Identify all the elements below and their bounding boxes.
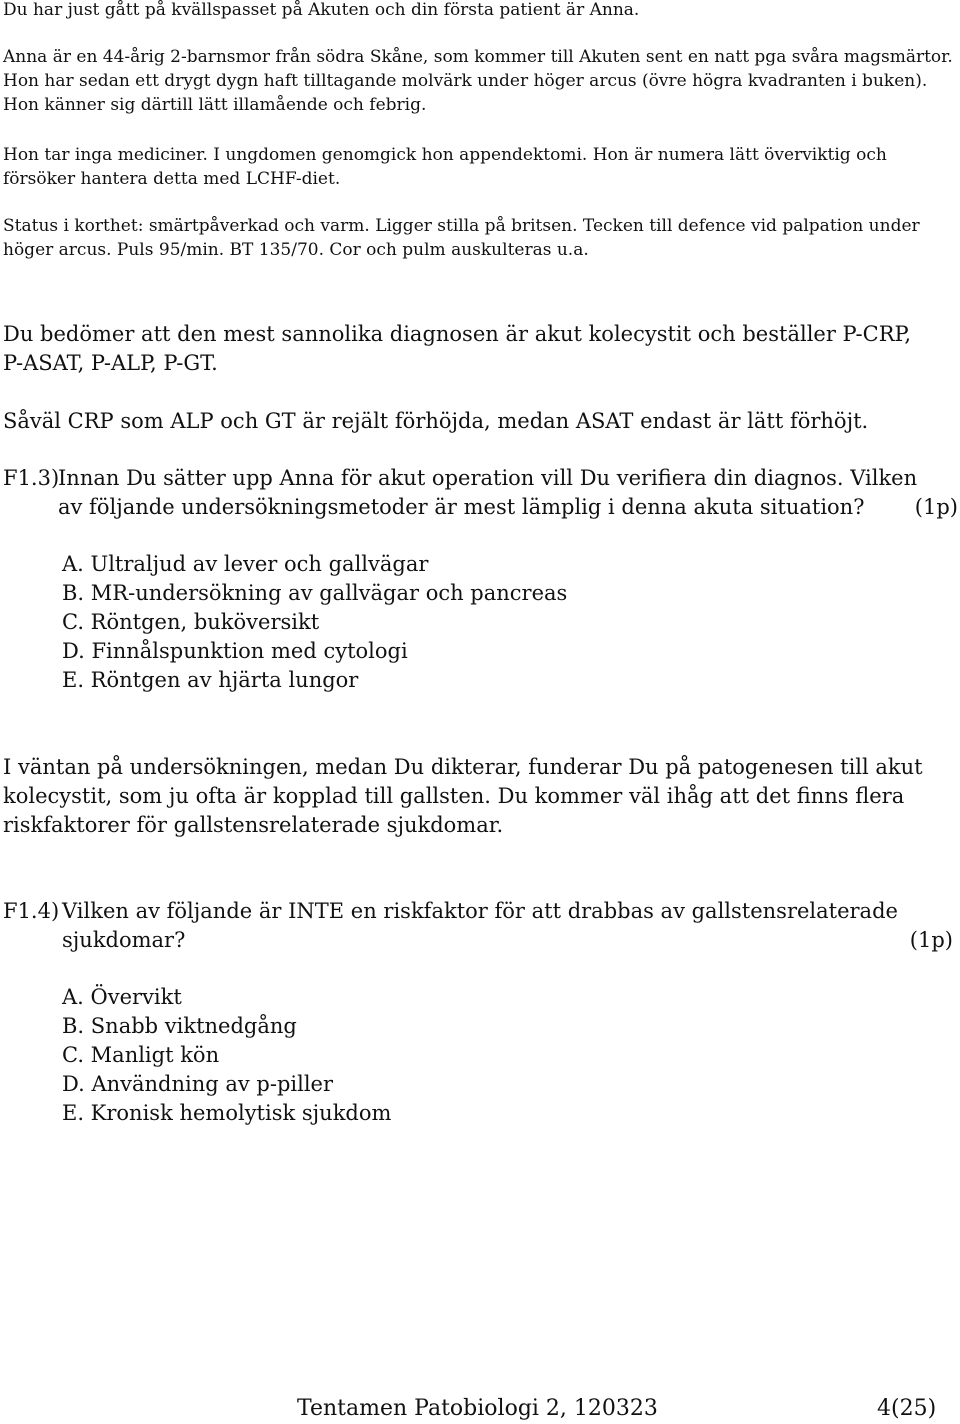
status-line: Status i korthet: smärtpåverkad och varm. Ligger stilla på britsen. Tecken till defence vid palpation under [3,216,920,236]
option-d: D. Användning av p-piller [62,1072,334,1096]
option-e: E. Röntgen av hjärta lungor [62,668,359,692]
lab-result: Såväl CRP som ALP och GT är rejält förhöjda, medan ASAT endast är lätt förhöjt. [3,409,869,433]
options-f1-4 [62,983,391,1128]
question-text-line: sjukdomar? [62,928,186,952]
question-number: F1.4) [3,899,60,923]
question-text-line: av följande undersökningsmetoder är mest lämplig i denna akuta situation? [58,495,865,519]
history-line: Anna är en 44-årig 2-barnsmor från södra Skåne, som kommer till Akuten sent en natt pga svåra magsmärtor. [3,47,953,67]
question-text-line: Vilken av följande är INTE en riskfaktor för att drabbas av gallstensrelaterade [62,899,898,923]
option-b: B. Snabb viktnedgång [62,1014,297,1038]
options-f1-3 [62,550,567,695]
history-line: Hon känner sig därtill lätt illamående och febrig. [3,95,427,115]
option-e: E. Kronisk hemolytisk sjukdom [62,1101,392,1125]
option-c: C. Röntgen, buköversikt [62,610,320,634]
option-a: A. Övervikt [62,985,182,1009]
status-line: höger arcus. Puls 95/min. BT 135/70. Cor och pulm auskulteras u.a. [3,240,589,260]
option-a: A. Ultraljud av lever och gallvägar [62,552,429,576]
assessment-line: P-ASAT, P-ALP, P-GT. [3,351,218,375]
option-c: C. Manligt kön [62,1043,220,1067]
question-text-line: Innan Du sätter upp Anna för akut operation vill Du verifiera din diagnos. Vilken [58,466,918,490]
medication-line: försöker hantera detta med LCHF-diet. [3,169,341,189]
question-points: (1p) [909,928,953,952]
medication-line: Hon tar inga mediciner. I ungdomen genomgick hon appendektomi. Hon är numera lätt överviktig och [3,145,887,165]
assessment-line: Du bedömer att den mest sannolika diagnosen är akut kolecystit och beställer P-CRP, [3,322,912,346]
option-d: D. Finnålspunktion med cytologi [62,639,408,663]
question-number: F1.3) [3,466,60,490]
pathogenesis-line: I väntan på undersökningen, medan Du dikterar, funderar Du på patogenesen till akut [3,755,923,779]
question-points: (1p) [914,495,958,519]
option-b: B. MR-undersökning av gallvägar och pancreas [62,581,568,605]
case-intro: Du har just gått på kvällspasset på Akuten och din första patient är Anna. [3,0,640,20]
page-footer [297,1394,937,1424]
history-line: Hon har sedan ett drygt dygn haft tilltagande molvärk under höger arcus (övre högra kvadranten i buken). [3,71,928,91]
page-number: 4(25) [877,1396,937,1421]
footer-title: Tentamen Patobiologi 2, 120323 [297,1396,658,1421]
pathogenesis-line: riskfaktorer för gallstensrelaterade sjukdomar. [3,813,504,837]
pathogenesis-line: kolecystit, som ju ofta är kopplad till gallsten. Du kommer väl ihåg att det finns flera [3,784,905,808]
